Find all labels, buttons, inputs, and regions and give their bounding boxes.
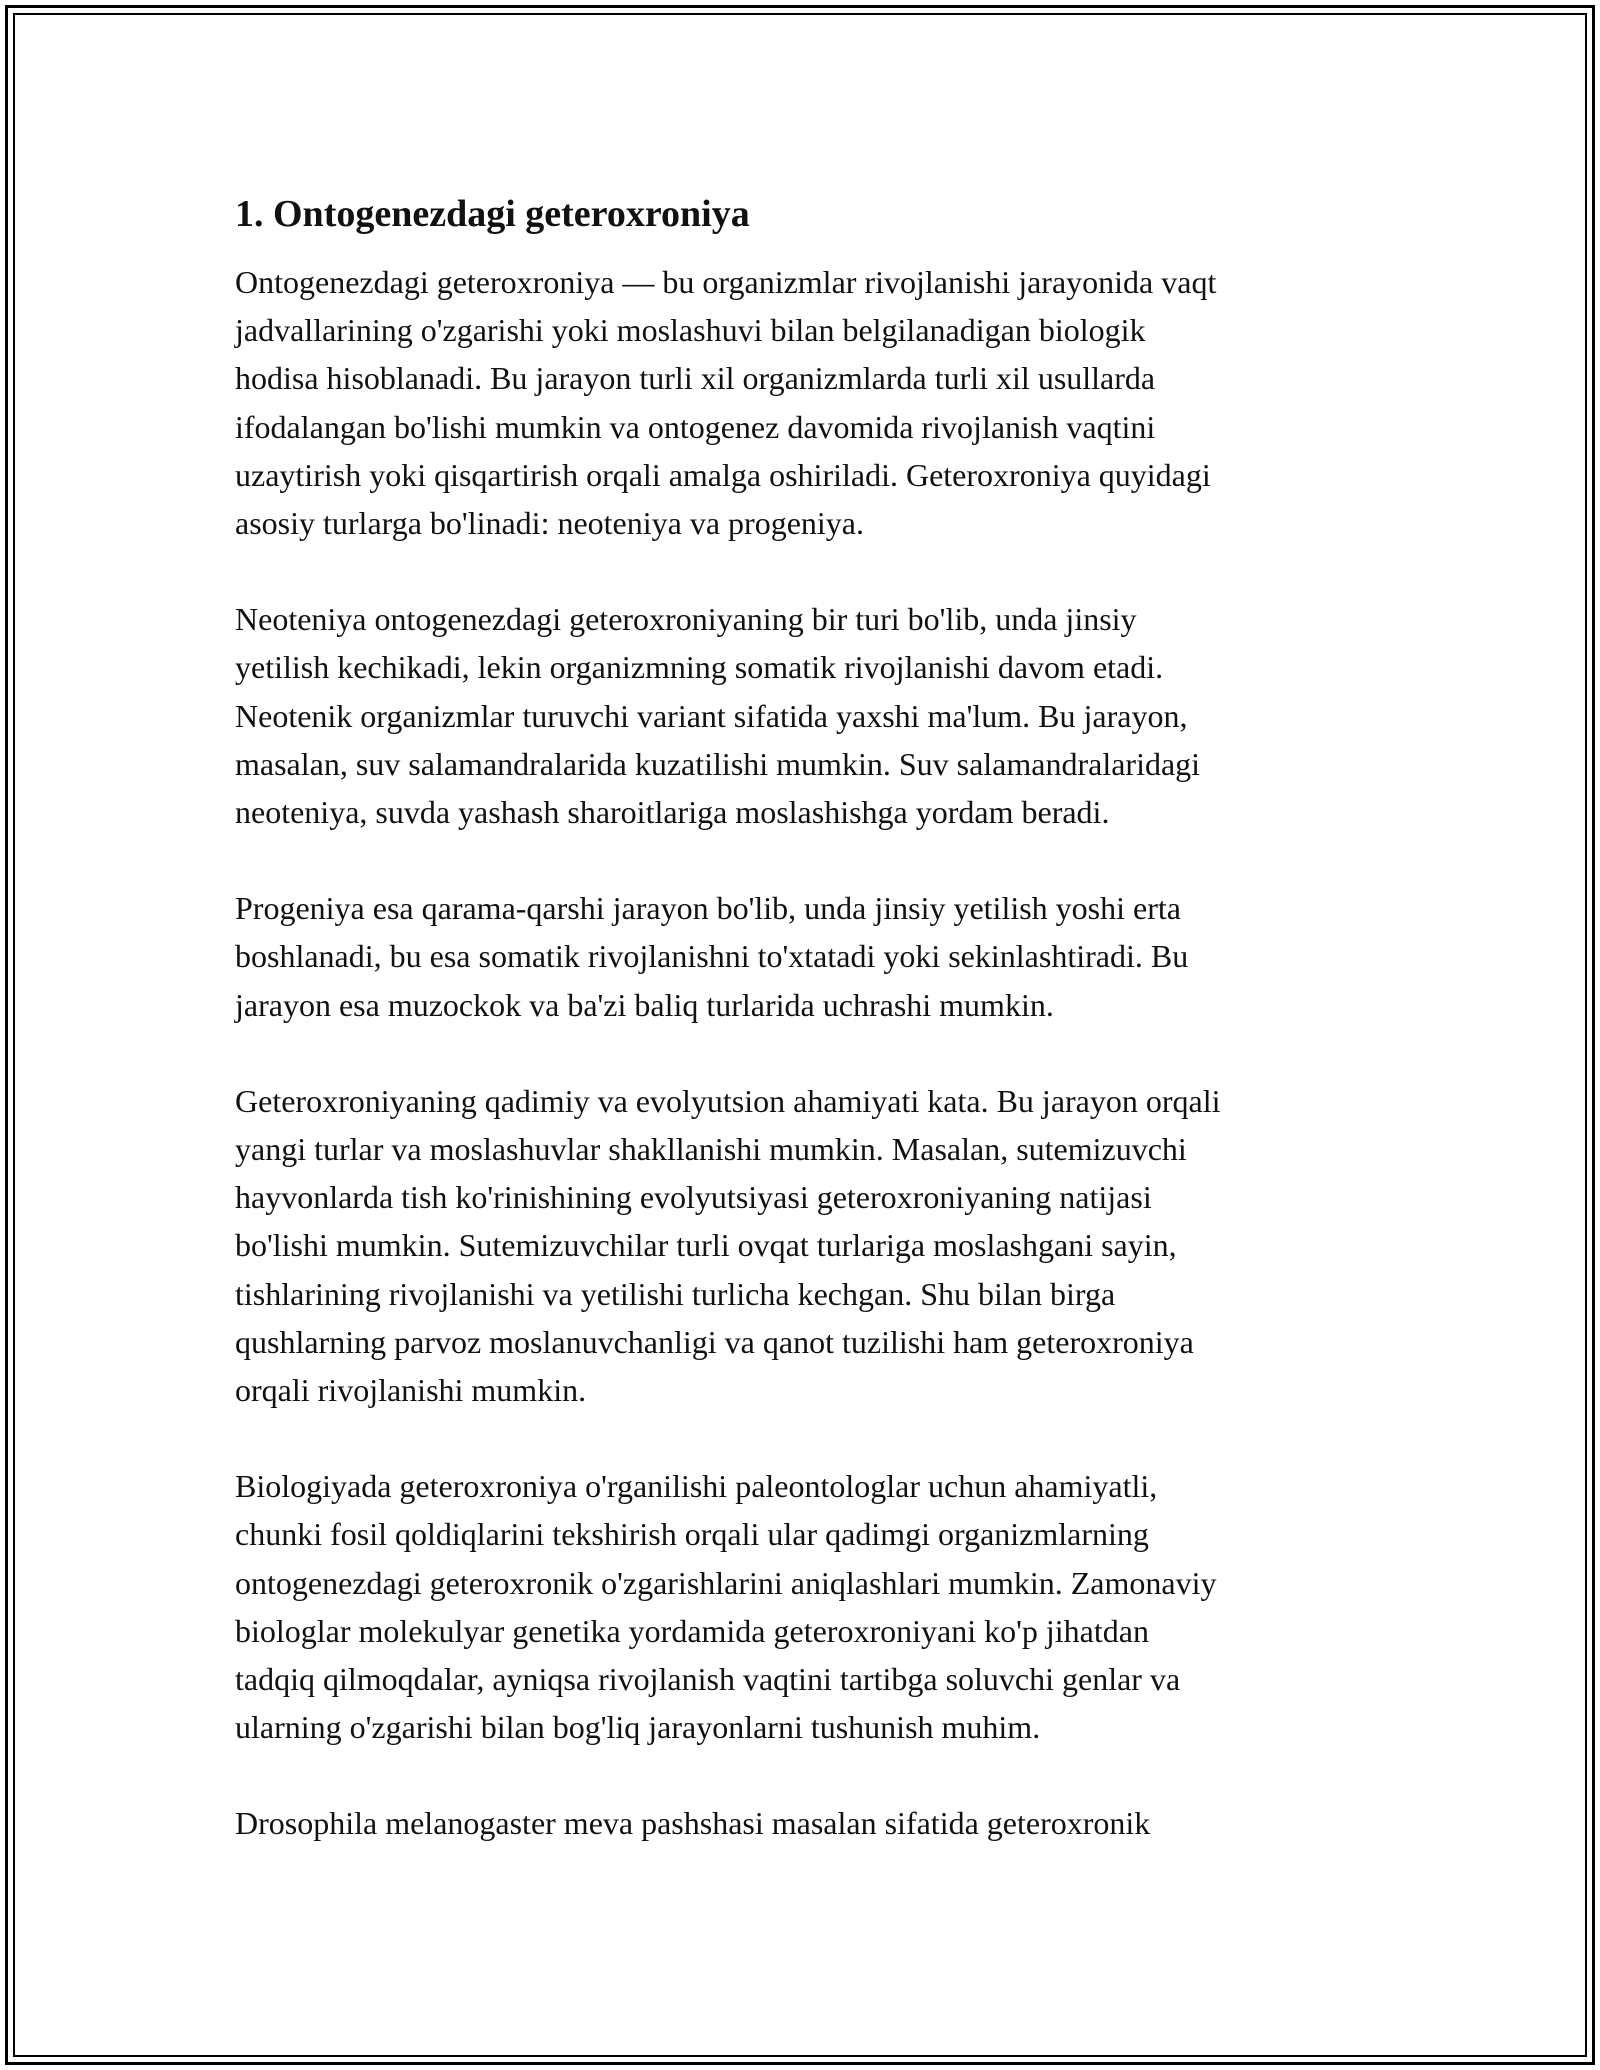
text-line: yetilish kechikadi, lekin organizmning somatik rivojlanishi davom etadi.	[235, 649, 1164, 686]
text-line: orqali rivojlanishi mumkin.	[235, 1372, 587, 1409]
text-line: qushlarning parvoz moslanuvchanligi va qanot tuzilishi ham geteroxroniya	[235, 1323, 1194, 1360]
text-line: ifodalangan bo'lishi mumkin va ontogenez davomida rivojlanish vaqtini	[235, 408, 1156, 445]
text-line: bo'lishi mumkin. Sutemizuvchilar turli ovqat turlariga moslashgani sayin,	[235, 1227, 1177, 1264]
text-line: Neoteniya ontogenezdagi geteroxroniyaning bir turi bo'lib, unda jinsiy	[235, 601, 1137, 638]
text-line: masalan, suv salamandralarida kuzatilishi mumkin. Suv salamandralaridagi	[235, 745, 1201, 782]
text-line: Neotenik organizmlar turuvchi variant sifatida yaxshi ma'lum. Bu jarayon,	[235, 697, 1188, 734]
text-line: hayvonlarda tish ko'rinishining evolyutsiyasi geteroxroniyaning natijasi	[235, 1179, 1152, 1216]
text-line: Ontogenezdagi geteroxroniya — bu organizmlar rivojlanishi jarayonida vaqt	[235, 264, 1217, 300]
text-line: boshlanadi, bu esa somatik rivojlanishni to'xtatadi yoki sekinlashtiradi. Bu	[235, 938, 1189, 975]
paragraph-progeniya	[235, 884, 1385, 1029]
text-line: biologlar molekulyar genetika yordamida geteroxroniyani ko'p jihatdan	[235, 1612, 1149, 1649]
text-line: tishlarining rivojlanishi va yetilishi turlicha kechgan. Shu bilan birga	[235, 1275, 1116, 1312]
section-heading: 1. Ontogenezdagi geteroxroniya	[235, 193, 750, 235]
document-body	[235, 190, 1385, 1896]
text-line: asosiy turlarga bo'linadi: neoteniya va progeniya.	[235, 505, 864, 542]
text-line: Progeniya esa qarama-qarshi jarayon bo'lib, unda jinsiy yetilish yoshi erta	[235, 890, 1181, 927]
text-line: jadvallarining o'zgarishi yoki moslashuvi bilan belgilanadigan biologik	[235, 312, 1146, 349]
text-line: yangi turlar va moslashuvlar shakllanishi mumkin. Masalan, sutemizuvchi	[235, 1131, 1187, 1168]
text-line: chunki fosil qoldiqlarini tekshirish orqali ular qadimgi organizmlarning	[235, 1516, 1149, 1553]
text-line: jarayon esa muzockok va ba'zi baliq turlarida uchrashi mumkin.	[235, 986, 1054, 1023]
text-line: tadqiq qilmoqdalar, ayniqsa rivojlanish vaqtini tartibga soluvchi genlar va	[235, 1661, 1181, 1698]
text-line: Geteroxroniyaning qadimiy va evolyutsion ahamiyati kata. Bu jarayon orqali	[235, 1082, 1221, 1119]
text-line: ularning o'zgarishi bilan bog'liq jarayonlarni tushunish muhim.	[235, 1709, 1041, 1746]
paragraph-research	[235, 1462, 1385, 1751]
text-line: Drosophila melanogaster meva pashshasi masalan sifatida geteroxronik	[235, 1805, 1151, 1842]
paragraph-neoteniya	[235, 595, 1385, 836]
text-line: Biologiyada geteroxroniya o'rganilishi paleontologlar uchun ahamiyatli,	[235, 1468, 1158, 1505]
text-line: neoteniya, suvda yashash sharoitlariga moslashishga yordam beradi.	[235, 794, 1110, 831]
text-line: ontogenezdagi geteroxronik o'zgarishlarini aniqlashlari mumkin. Zamonaviy	[235, 1564, 1217, 1601]
paragraph-drosophila	[235, 1799, 1385, 1847]
paragraph-evolution	[235, 1077, 1385, 1414]
text-line: uzaytirish yoki qisqartirish orqali amalga oshiriladi. Geteroxroniya quyidagi	[235, 456, 1211, 493]
text-line: hodisa hisoblanadi. Bu jarayon turli xil organizmlarda turli xil usullarda	[235, 360, 1156, 397]
paragraph-intro	[235, 258, 1385, 547]
